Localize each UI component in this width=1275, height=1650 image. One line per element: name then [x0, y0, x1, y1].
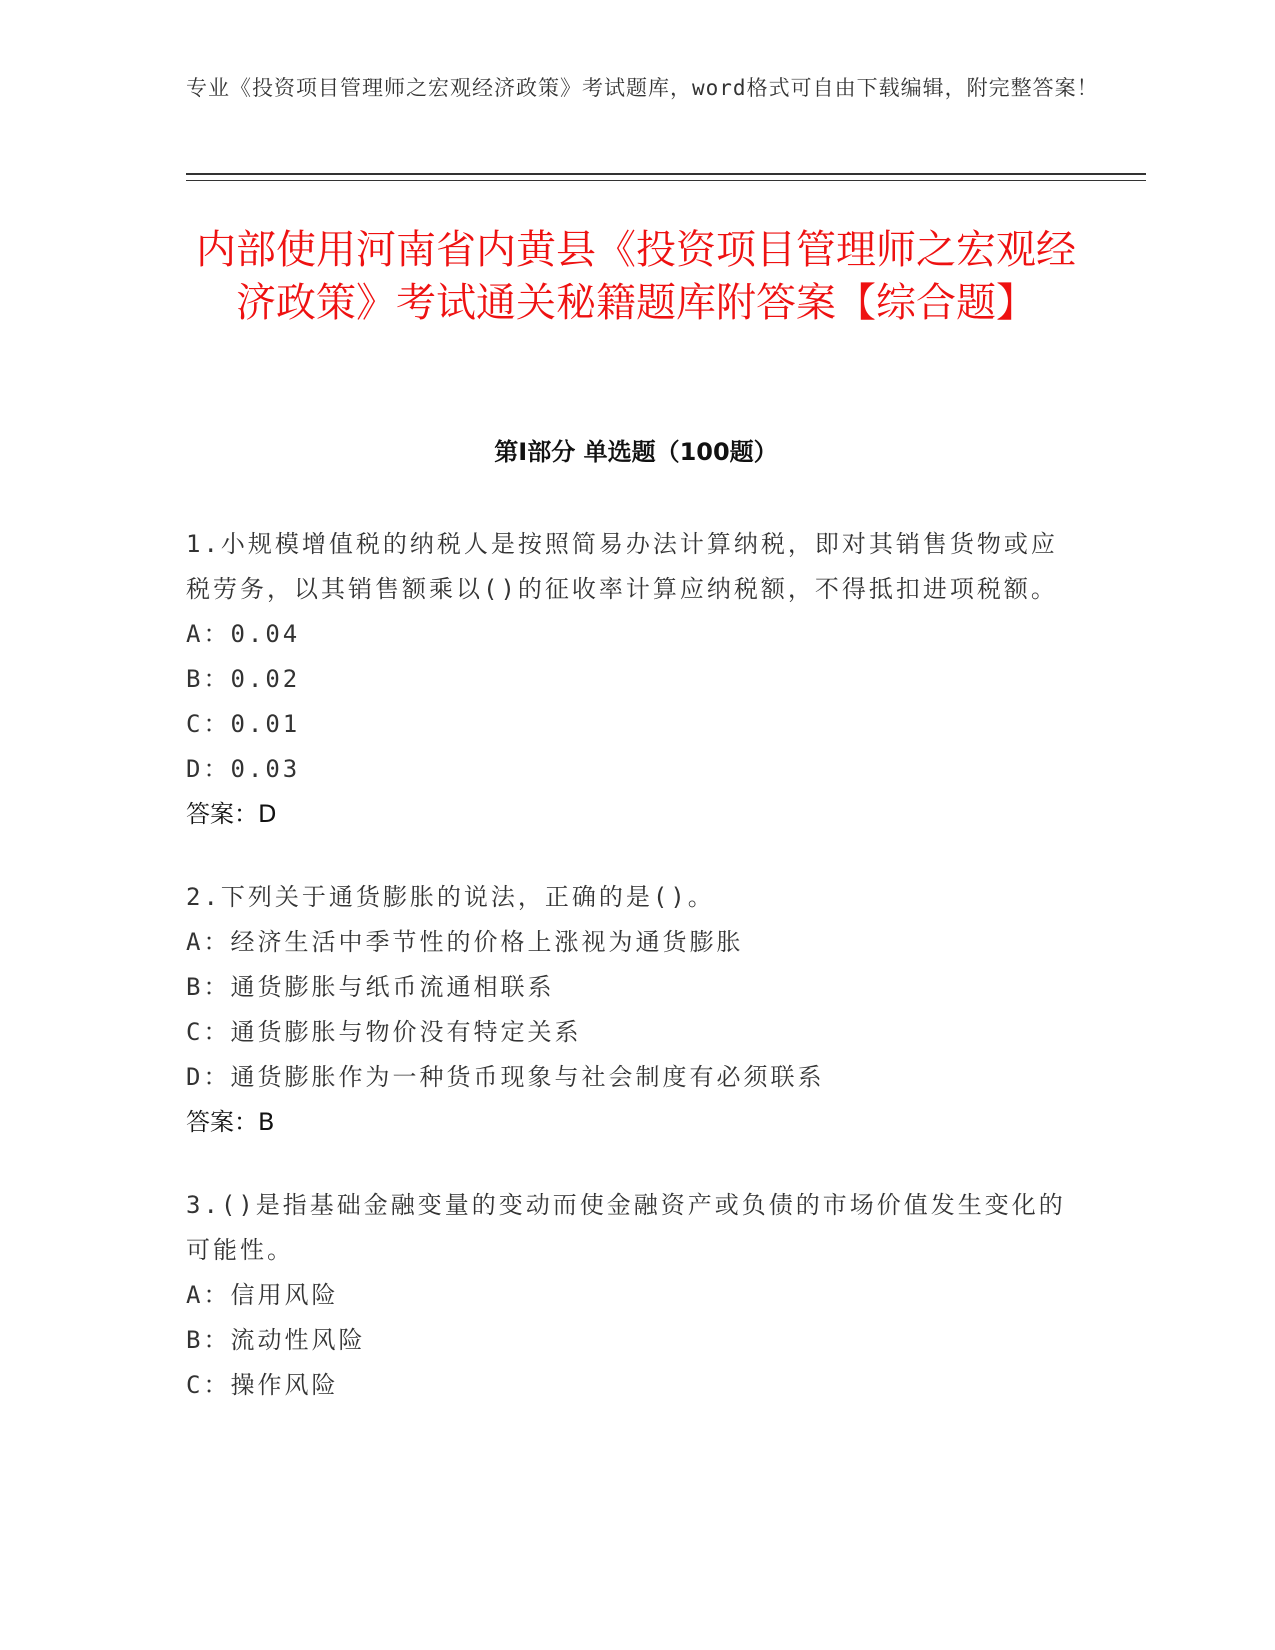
- header-note: 专业《投资项目管理师之宏观经济政策》考试题库，word格式可自由下载编辑，附完整答案！: [186, 76, 1099, 100]
- option-b: B：0.02: [186, 665, 301, 693]
- answer: 答案：D: [186, 800, 277, 828]
- option-c: C：通货膨胀与物价没有特定关系: [186, 1018, 582, 1046]
- question-stem: 3.()是指基础金融变量的变动而使金融资产或负债的市场价值发生变化的可能性。: [186, 1191, 1066, 1264]
- question-list: [186, 522, 1066, 1446]
- section-title: 第Ⅰ部分 单选题（100题）: [494, 438, 778, 466]
- answer: 答案：B: [186, 1108, 275, 1136]
- question-3: [186, 1183, 1066, 1408]
- header-rule-thin: [186, 180, 1146, 181]
- question-2: [186, 875, 1066, 1145]
- option-c: C：操作风险: [186, 1371, 339, 1399]
- document-title: 内部使用河南省内黄县《投资项目管理师之宏观经济政策》考试通关秘籍题库附答案【综合题】: [196, 227, 1076, 326]
- option-b: B：流动性风险: [186, 1326, 366, 1354]
- option-d: D：通货膨胀作为一种货币现象与社会制度有必须联系: [186, 1063, 825, 1091]
- question-1: [186, 522, 1066, 837]
- option-a: A：经济生活中季节性的价格上涨视为通货膨胀: [186, 928, 744, 956]
- option-c: C：0.01: [186, 710, 301, 738]
- question-stem: 2.下列关于通货膨胀的说法，正确的是()。: [186, 883, 715, 911]
- option-b: B：通货膨胀与纸币流通相联系: [186, 973, 555, 1001]
- question-stem: 1.小规模增值税的纳税人是按照简易办法计算纳税，即对其销售货物或应税劳务，以其销售额乘以()的征收率计算应纳税额，不得抵扣进项税额。: [186, 530, 1058, 603]
- option-a: A：信用风险: [186, 1281, 339, 1309]
- header-rule-thick: [186, 173, 1146, 175]
- option-d: D：0.03: [186, 755, 301, 783]
- option-a: A：0.04: [186, 620, 301, 648]
